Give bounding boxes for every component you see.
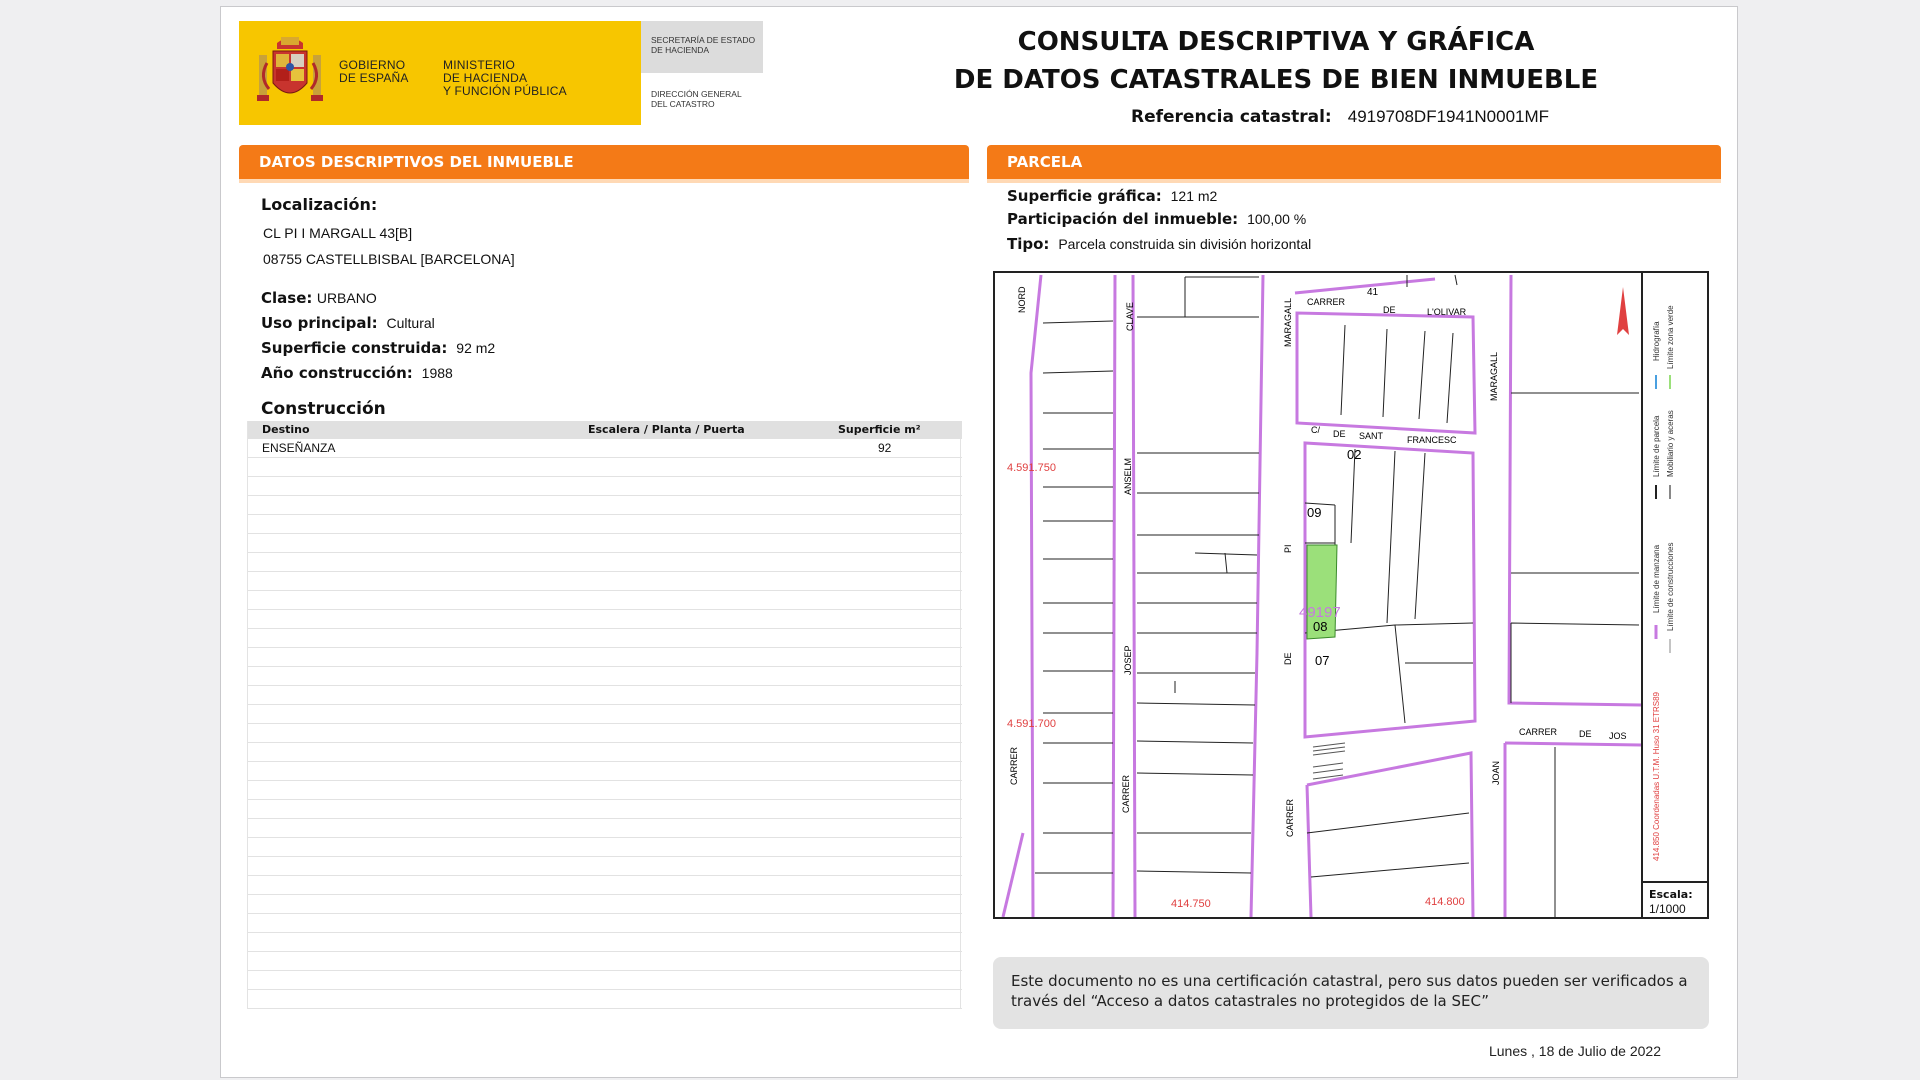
table-empty-row (248, 591, 962, 610)
coord-x-1: 414.750 (1171, 898, 1211, 910)
street-joan: JOAN (1491, 760, 1501, 785)
uso-label: Uso principal: (261, 314, 378, 332)
street-de-4: DE (1283, 652, 1293, 665)
block-bottom (1307, 753, 1473, 917)
header-destino: Destino (262, 423, 310, 436)
scale-box (1641, 881, 1707, 917)
legend-mobiliario: Mobiliario y aceras (1666, 410, 1675, 477)
table-empty-row (248, 914, 962, 933)
map-drawing (995, 273, 1643, 917)
localizacion-label: Localización: (261, 195, 378, 214)
street-carrer-bottom: CARRER (1285, 798, 1295, 837)
secretaria-box (641, 21, 763, 73)
superficie-label: Superficie construida: (261, 339, 448, 357)
street-carrer-top: CARRER (1307, 297, 1346, 307)
clase-value: URBANO (316, 290, 377, 306)
sup-grafica-label: Superficie gráfica: (1007, 187, 1162, 205)
construccion-table (247, 421, 961, 1009)
ministry-line-3: Y FUNCIÓN PÚBLICA (443, 84, 567, 98)
legend-coordinates: 414.850 Coordenadas U.T.M. Huso 31 ETRS89 (1652, 692, 1661, 861)
table-empty-row (248, 800, 962, 819)
table-empty-row (248, 477, 962, 496)
scale-label: Escala: (1649, 888, 1693, 901)
clase-label: Clase: (261, 289, 313, 307)
legend-zona-verde: Límite zona verde (1666, 305, 1675, 369)
title-line-1: CONSULTA DESCRIPTIVA Y GRÁFICA (1017, 27, 1535, 57)
secretaria-line-1: SECRETARÍA DE ESTADO (651, 35, 756, 45)
street-de-2: DE (1333, 429, 1346, 439)
clase-row (261, 289, 377, 308)
parcel-number-label: 49197 (1299, 604, 1341, 621)
dg-line-2: DEL CATASTRO (651, 99, 715, 109)
legend-construcciones: Límite de construcciones (1666, 542, 1675, 631)
street-de-top: DE (1383, 305, 1396, 315)
street-anselm: ANSELM (1123, 457, 1133, 495)
street-maragall-2: MARAGALL (1489, 351, 1499, 401)
table-empty-row (248, 610, 962, 629)
street-olivar: L'OLIVAR (1427, 307, 1467, 317)
block-edge-4 (1251, 275, 1263, 917)
row-destino: ENSEÑANZA (262, 441, 336, 455)
map-number-08: 08 (1313, 619, 1328, 634)
table-empty-row (248, 857, 962, 876)
table-empty-row (248, 534, 962, 553)
north-arrow-icon (1617, 287, 1629, 335)
government-logo (239, 21, 641, 125)
street-josep: JOSEP (1123, 645, 1133, 675)
cadastral-map[interactable] (993, 271, 1709, 919)
ref-label: Referencia catastral: (1131, 107, 1332, 127)
street-clave: CLAVE (1125, 302, 1135, 331)
tipo-row (1007, 235, 1311, 254)
legend-limite-parcela: Límite de parcela (1652, 415, 1661, 477)
table-empty-row (248, 990, 962, 1009)
dg-line-1: DIRECCIÓN GENERAL (651, 89, 742, 99)
table-empty-row (248, 838, 962, 857)
table-empty-row (248, 876, 962, 895)
street-pi: PI (1283, 544, 1293, 553)
uso-row (261, 314, 435, 333)
block-edge-3 (1133, 275, 1135, 917)
superficie-row (261, 339, 495, 358)
section-header-descriptivos: DATOS DESCRIPTIVOS DEL INMUEBLE (239, 145, 969, 179)
referencia-catastral (1131, 107, 1549, 127)
map-number-09: 09 (1307, 505, 1322, 520)
table-empty-row (248, 705, 962, 724)
street-c: C/ (1311, 425, 1320, 435)
table-empty-row (248, 667, 962, 686)
street-de-3: DE (1579, 729, 1592, 739)
scale-value: 1/1000 (1649, 902, 1686, 916)
table-empty-row (248, 724, 962, 743)
tipo-value: Parcela construida sin división horizontal (1058, 236, 1312, 252)
section-header-parcela: PARCELA (987, 145, 1721, 179)
coord-x-2: 414.800 (1425, 896, 1465, 908)
document-date: Lunes , 18 de Julio de 2022 (1488, 1043, 1661, 1059)
table-empty-row (248, 496, 962, 515)
table-empty-row (248, 895, 962, 914)
coat-of-arms-icon (255, 33, 325, 109)
table-empty-row (248, 458, 962, 477)
table-empty-row (248, 781, 962, 800)
title-line-2: DE DATOS CATASTRALES DE BIEN INMUEBLE (953, 65, 1599, 95)
header-superficie: Superficie m² (838, 423, 921, 436)
address-line-1: CL PI I MARGALL 43[B] (263, 225, 413, 241)
gov-text (339, 59, 409, 85)
map-number-02: 02 (1347, 447, 1362, 462)
map-legend (1641, 273, 1707, 917)
table-empty-row (248, 971, 962, 990)
ministry-line-1: MINISTERIO (443, 58, 516, 72)
map-number-41: 41 (1367, 287, 1379, 298)
block-edge-7 (1505, 743, 1641, 745)
block-edge-2 (1113, 275, 1115, 917)
secretaria-line-2: DE HACIENDA (651, 45, 710, 55)
block-top-right (1297, 313, 1475, 433)
row-superficie: 92 (878, 441, 892, 455)
table-empty-row (248, 629, 962, 648)
block-edge-9 (1003, 833, 1023, 917)
table-empty-row (248, 952, 962, 971)
street-carrer-right: CARRER (1519, 727, 1558, 737)
notice-box: Este documento no es una certificación catastral, pero sus datos pueden ser verificados a través del “Acceso a datos catastrales no protegidos de la SEC” (993, 957, 1709, 1029)
tipo-label: Tipo: (1007, 235, 1050, 253)
document-title (831, 23, 1721, 99)
superficie-value: 92 m2 (456, 340, 496, 356)
gov-line-1: GOBIERNO (339, 58, 406, 72)
coord-y-1: 4.591.750 (1007, 462, 1056, 474)
construccion-label: Construcción (261, 399, 386, 419)
table-empty-row (248, 648, 962, 667)
street-carrer-left: CARRER (1009, 746, 1019, 785)
sup-grafica-value: 121 m2 (1170, 188, 1218, 204)
anio-row (261, 364, 453, 383)
table-empty-row (248, 553, 962, 572)
sup-grafica-row (1007, 187, 1217, 206)
participacion-row (1007, 210, 1306, 229)
street-nord: NORD (1017, 286, 1027, 313)
table-empty-row (248, 762, 962, 781)
table-header (248, 421, 962, 439)
street-carrer-mid: CARRER (1121, 774, 1131, 813)
street-francesc: FRANCESC (1407, 435, 1457, 445)
street-jos: JOS (1609, 731, 1627, 741)
anio-label: Año construcción: (261, 364, 413, 382)
ministry-line-2: DE HACIENDA (443, 71, 528, 85)
gov-line-2: DE ESPAÑA (339, 71, 409, 85)
table-empty-row (248, 819, 962, 838)
participacion-label: Participación del inmueble: (1007, 210, 1239, 228)
coord-y-2: 4.591.700 (1007, 718, 1056, 730)
address-line-2: 08755 CASTELLBISBAL [BARCELONA] (263, 251, 515, 267)
table-empty-row (248, 933, 962, 952)
block-edge-8 (1295, 279, 1435, 293)
block-edge-left (1031, 275, 1041, 917)
block-edge-5 (1307, 785, 1311, 917)
legend-hidrografia: Hidrografía (1652, 321, 1661, 361)
table-empty-row (248, 743, 962, 762)
ministry-text (443, 59, 567, 98)
legend-limite-manzana: Límite de manzana (1652, 544, 1661, 613)
table-empty-row (248, 515, 962, 534)
document-page (220, 6, 1738, 1078)
street-maragall-1: MARAGALL (1283, 297, 1293, 347)
uso-value: Cultural (386, 315, 435, 331)
table-row (248, 439, 962, 458)
map-number-07: 07 (1315, 653, 1330, 668)
header-escalera: Escalera / Planta / Puerta (588, 423, 745, 436)
ref-value: 4919708DF1941N0001MF (1347, 107, 1550, 126)
street-sant: SANT (1359, 431, 1384, 441)
participacion-value: 100,00 % (1247, 211, 1307, 227)
table-empty-row (248, 572, 962, 591)
anio-value: 1988 (421, 365, 453, 381)
direccion-general (651, 89, 742, 109)
block-right (1509, 275, 1641, 705)
table-empty-row (248, 686, 962, 705)
